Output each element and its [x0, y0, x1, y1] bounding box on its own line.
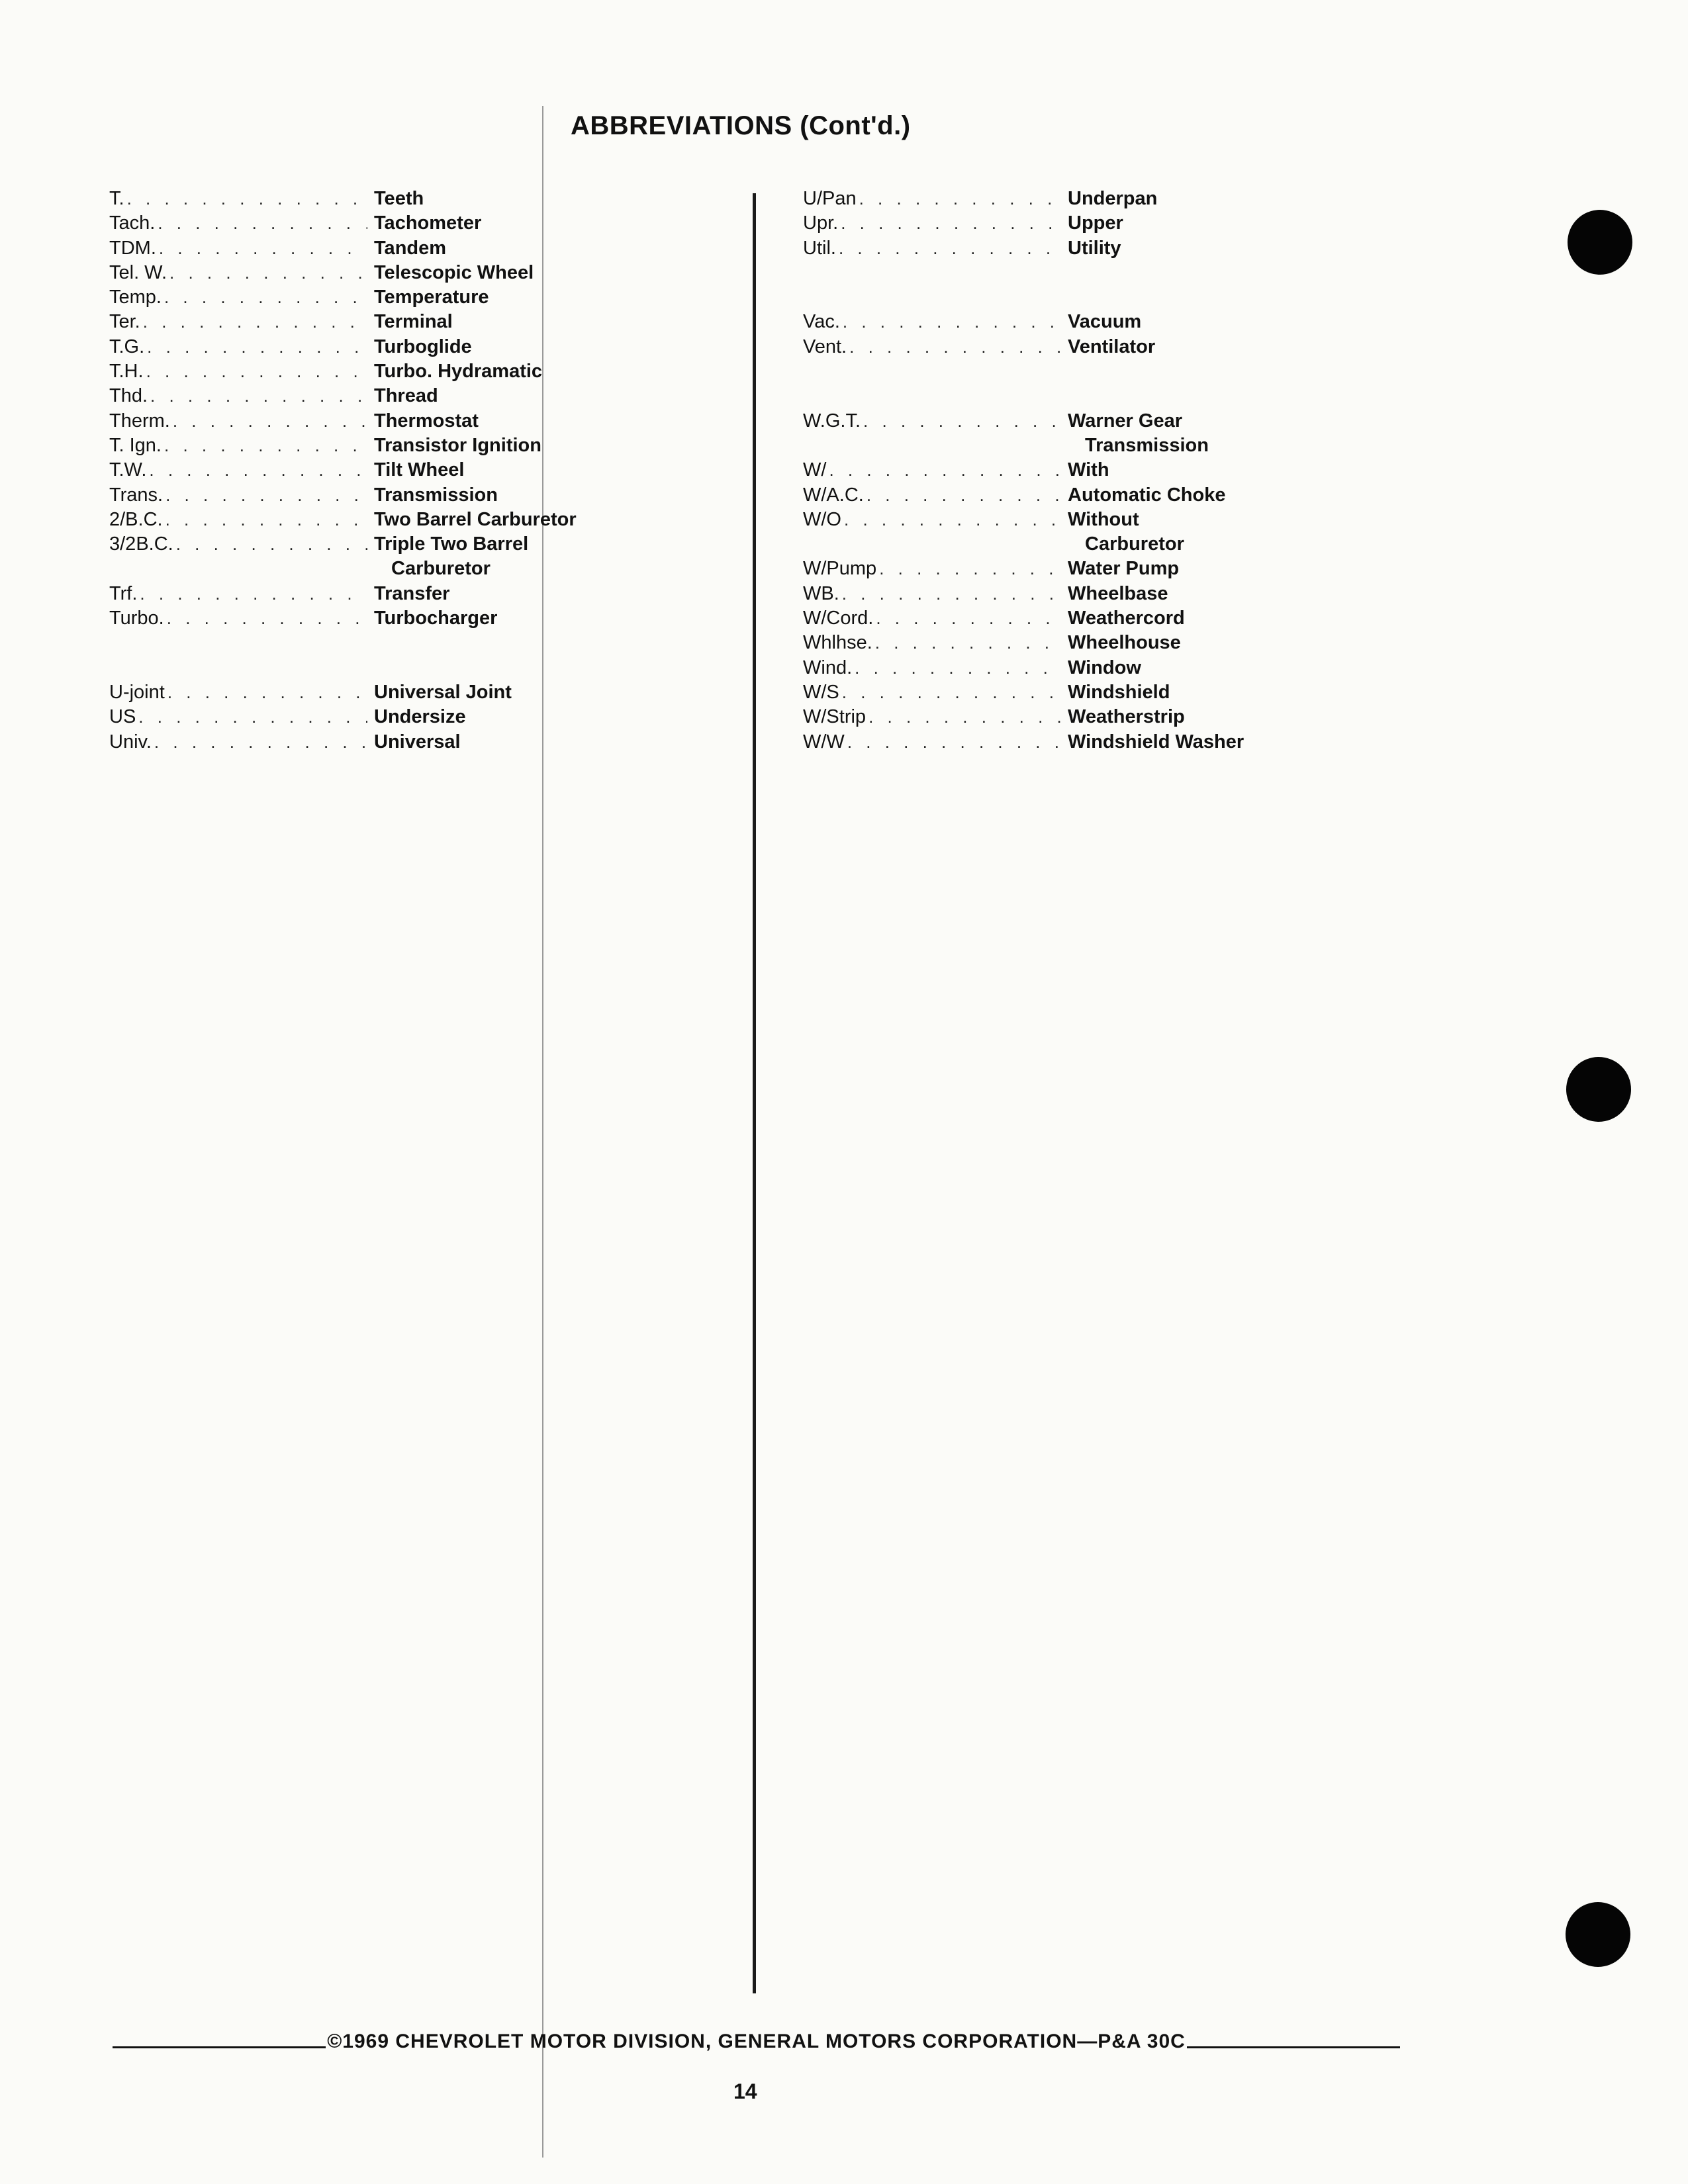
abbreviation-entry [803, 310, 1399, 334]
definition: Turbocharger [374, 608, 498, 629]
binder-hole [1566, 1902, 1630, 1967]
abbreviation: Therm. [109, 410, 170, 432]
binder-hole [1568, 210, 1632, 275]
dot-leader [868, 705, 1061, 729]
section-gap [803, 261, 1399, 310]
abbreviation: TDM. [109, 237, 156, 259]
definition: Terminal [374, 311, 453, 333]
definition: Thread [374, 385, 438, 407]
abbreviation-entry [803, 582, 1399, 606]
abbreviation-entry [109, 532, 705, 582]
dot-leader [879, 557, 1061, 581]
definition [1061, 409, 1399, 459]
abbreviation: W/Cord. [803, 608, 874, 629]
dot-leader [167, 680, 367, 705]
abbreviation-entry [109, 384, 705, 408]
binder-hole [1566, 1057, 1631, 1122]
abbreviation-entry [803, 680, 1399, 705]
dot-leader [829, 458, 1061, 482]
abbreviation-entry [803, 606, 1399, 631]
definition: Ventilator [1068, 336, 1156, 357]
abbreviation: WB. [803, 582, 839, 604]
definition-continuation: Carburetor [391, 558, 491, 580]
abbreviation: W/Pump [803, 558, 877, 580]
definition: Transistor Ignition [374, 434, 541, 456]
section-gap [109, 631, 705, 680]
footer-copyright: ©1969 CHEVROLET MOTOR DIVISION, GENERAL MOTORS CORPORATION—P&A 30C [327, 2030, 1186, 2052]
dot-leader [159, 236, 367, 261]
abbreviation-entry [803, 335, 1399, 359]
abbreviation: Util. [803, 237, 836, 259]
definition: Transfer [374, 582, 450, 604]
dot-leader [165, 483, 367, 508]
dot-leader [164, 285, 367, 310]
dot-leader [841, 211, 1061, 236]
abbreviation: Trans. [109, 484, 164, 506]
definition: Undersize [374, 706, 466, 728]
dot-leader [150, 384, 367, 408]
abbreviation-entry [109, 508, 705, 532]
abbreviation: T.G. [109, 336, 145, 357]
abbreviation-entry [803, 211, 1399, 236]
abbreviation: Turbo. [109, 608, 164, 629]
abbreviation-entry [109, 310, 705, 334]
dot-leader [143, 310, 367, 334]
definition: Underpan [1068, 188, 1158, 209]
dot-leader [176, 532, 367, 557]
definition: Automatic Choke [1068, 484, 1226, 506]
abbreviation: Vac. [803, 311, 840, 333]
abbreviation-entry [803, 705, 1399, 729]
definition: Turboglide [374, 336, 472, 357]
abbreviation: Tel. W. [109, 261, 167, 283]
dot-leader [842, 680, 1061, 705]
section-gap [803, 359, 1399, 409]
definition: Universal [374, 731, 461, 752]
abbreviation-entry [109, 483, 705, 508]
definition: Utility [1068, 237, 1121, 259]
abbreviation: Whlhse. [803, 632, 872, 654]
definition: Tachometer [374, 212, 482, 234]
footer-rule-left [113, 2046, 326, 2048]
dot-leader [849, 335, 1061, 359]
dot-leader [863, 409, 1061, 433]
definition: Transmission [374, 484, 498, 506]
abbreviation: W/S [803, 681, 839, 703]
abbreviation-entry [803, 631, 1399, 655]
definition-line: Triple Two Barrel [374, 533, 529, 555]
abbreviation-entry [109, 730, 705, 754]
abbreviation-entry [803, 656, 1399, 680]
definition: Weathercord [1068, 608, 1185, 629]
dot-leader [847, 730, 1061, 754]
abbreviation: Trf. [109, 582, 138, 604]
definition: Wheelbase [1068, 582, 1168, 604]
abbreviation-entry [803, 187, 1399, 211]
abbreviation: US [109, 706, 136, 728]
abbreviation-entry [109, 359, 705, 384]
abbreviation: Vent. [803, 336, 847, 357]
abbreviation-entry [109, 606, 705, 631]
abbreviation: U/Pan [803, 188, 857, 209]
definition-line: Without [1068, 508, 1139, 530]
definition: Universal Joint [374, 681, 512, 703]
abbreviation: Ter. [109, 311, 140, 333]
dot-leader [147, 335, 367, 359]
definition: Water Pump [1068, 558, 1180, 580]
definition-continuation: Carburetor [1085, 533, 1184, 555]
definition-continuation: Transmission [1085, 434, 1209, 456]
abbreviation-entry [803, 508, 1399, 557]
abbreviation-entry [803, 236, 1399, 261]
dot-leader [138, 705, 367, 729]
dot-leader [875, 631, 1061, 655]
dot-leader [127, 187, 367, 211]
abbreviation-entry [109, 187, 705, 211]
dot-leader [844, 508, 1061, 532]
definition: Temperature [374, 287, 489, 308]
abbreviation-entry [109, 705, 705, 729]
definition: Tandem [374, 237, 447, 259]
definition: With [1068, 459, 1109, 481]
definition: Windshield [1068, 681, 1170, 703]
abbreviation: 2/B.C. [109, 508, 163, 530]
dot-leader [843, 310, 1061, 334]
column-divider [753, 193, 756, 1993]
definition-line: Warner Gear [1068, 410, 1182, 432]
abbreviations-right-column [803, 187, 1399, 754]
abbreviation: U-joint [109, 681, 165, 703]
abbreviation: Wind. [803, 657, 853, 678]
definition: Window [1068, 657, 1141, 678]
dot-leader [154, 730, 367, 754]
abbreviation-entry [803, 730, 1399, 754]
abbreviation-entry [109, 261, 705, 285]
dot-leader [842, 582, 1061, 606]
definition: Telescopic Wheel [374, 261, 534, 283]
abbreviation: Upr. [803, 212, 839, 234]
dot-leader [867, 483, 1061, 508]
abbreviation-entry [109, 458, 705, 482]
abbreviation-entry [109, 335, 705, 359]
abbreviation-entry [803, 458, 1399, 482]
definition: Weatherstrip [1068, 706, 1185, 728]
abbreviation: W/ [803, 459, 827, 481]
abbreviation: Univ. [109, 731, 152, 752]
abbreviation-entry [109, 433, 705, 458]
footer [113, 2030, 1400, 2053]
definition: Teeth [374, 188, 424, 209]
abbreviation: W/W [803, 731, 845, 752]
dot-leader [839, 236, 1061, 261]
definition: Turbo. Hydramatic [374, 361, 543, 383]
definition [1061, 508, 1399, 557]
dot-leader [165, 508, 367, 532]
abbreviation-entry [109, 211, 705, 236]
abbreviation-entry [109, 236, 705, 261]
dot-leader [164, 433, 367, 458]
abbreviation: W.G.T. [803, 410, 861, 432]
page-number: 14 [733, 2079, 757, 2103]
abbreviation: Thd. [109, 385, 148, 407]
abbreviation-entry [109, 409, 705, 433]
abbreviation: T. [109, 188, 124, 209]
dot-leader [876, 606, 1061, 631]
dot-leader [855, 656, 1061, 680]
dot-leader [167, 606, 367, 631]
page-title: ABBREVIATIONS (Cont'd.) [571, 111, 911, 140]
abbreviations-left-column [109, 187, 705, 754]
abbreviation: W/O [803, 508, 841, 530]
dot-leader [173, 409, 367, 433]
abbreviation-entry [803, 483, 1399, 508]
definition: Wheelhouse [1068, 632, 1181, 654]
dot-leader [149, 458, 367, 482]
dot-leader [859, 187, 1061, 211]
definition: Vacuum [1068, 311, 1142, 333]
abbreviation: 3/2B.C. [109, 533, 173, 555]
footer-rule-right [1187, 2046, 1400, 2048]
abbreviation-entry [803, 557, 1399, 581]
definition [367, 532, 705, 582]
abbreviation: W/A.C. [803, 484, 864, 506]
abbreviation: T. Ign. [109, 434, 162, 456]
dot-leader [146, 359, 367, 384]
dot-leader [169, 261, 367, 285]
abbreviation: T.W. [109, 459, 147, 481]
definition: Upper [1068, 212, 1123, 234]
definition: Thermostat [374, 410, 479, 432]
definition: Windshield Washer [1068, 731, 1244, 752]
abbreviation: T.H. [109, 361, 144, 383]
abbreviation: Temp. [109, 287, 162, 308]
dot-leader [158, 211, 367, 236]
abbreviation-entry [109, 285, 705, 310]
abbreviation: W/Strip [803, 706, 867, 728]
dot-leader [140, 582, 367, 606]
definition: Two Barrel Carburetor [374, 508, 577, 530]
abbreviation: Tach. [109, 212, 156, 234]
abbreviation-entry [109, 582, 705, 606]
abbreviation-entry [803, 409, 1399, 459]
abbreviation-entry [109, 680, 705, 705]
definition: Tilt Wheel [374, 459, 465, 481]
